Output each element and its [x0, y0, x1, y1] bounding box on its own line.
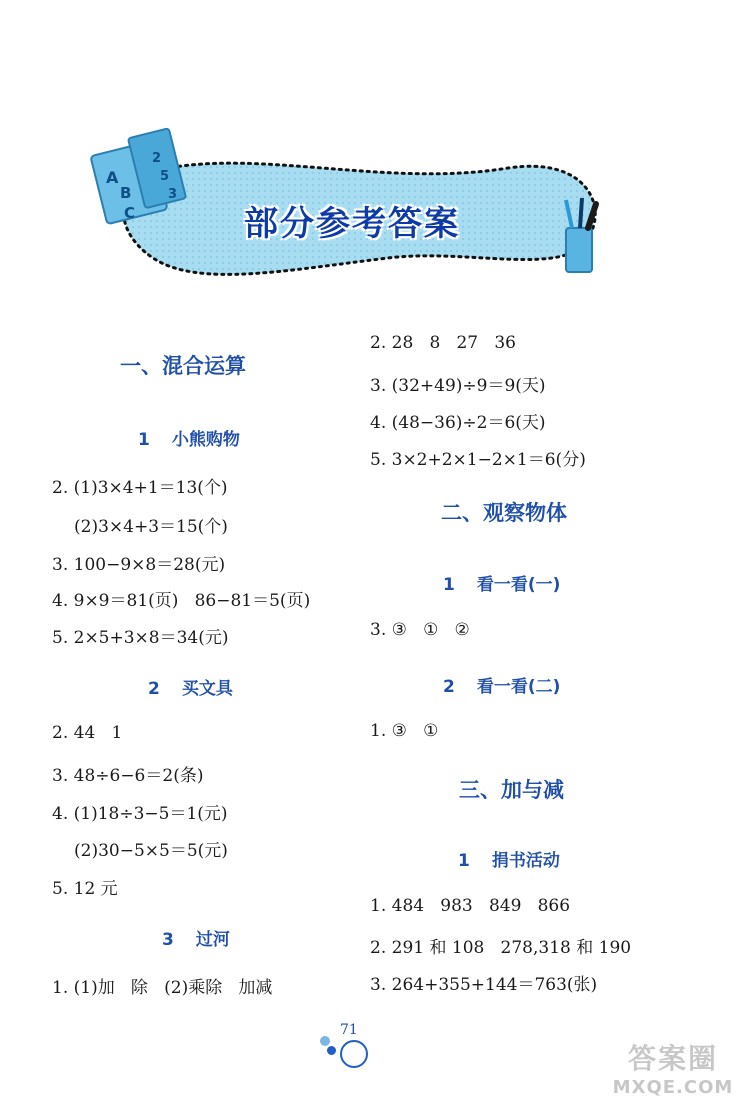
subheading-title: 买文具: [181, 679, 233, 699]
subheading-number: 1: [443, 575, 455, 595]
answer-line: 1. (1)加 除 (2)乘除 加减: [52, 978, 273, 998]
answer-line: 4. 9×9＝81(页) 86−81＝5(页): [52, 591, 311, 611]
subheading-number: 2: [443, 677, 455, 697]
subheading-4: [443, 570, 560, 595]
page-title: 部分参考答案: [244, 204, 460, 244]
answer-line: 1. 484 983 849 866: [370, 896, 571, 916]
answer-line: 5. 2×5+3×8＝34(元): [52, 628, 229, 648]
subheading-number: 1: [458, 851, 470, 871]
page-dot-decoration: [320, 1036, 330, 1046]
answer-line: 5. 3×2+2×1−2×1＝6(分): [370, 450, 586, 470]
watermark-logo-text: 答案圈: [627, 1042, 718, 1075]
section-heading-2: 二、观察物体: [441, 501, 567, 525]
answer-line: 2. 44 1: [52, 723, 123, 743]
subheading-6: [458, 846, 560, 871]
section-heading-3: 三、加与减: [459, 778, 564, 802]
answer-line: 4. (1)18÷3−5＝1(元): [52, 804, 228, 824]
svg-text:B: B: [120, 184, 132, 202]
answer-line: 1. ③ ①: [370, 721, 439, 741]
answer-line: 3. 100−9×8＝28(元): [52, 555, 226, 575]
answer-line: 4. (48−36)÷2＝6(天): [370, 413, 546, 433]
answer-line: 3. 48÷6−6＝2(条): [52, 766, 204, 786]
subheading-number: 1: [138, 430, 150, 450]
watermark-url: MXQE.COM: [612, 1077, 734, 1098]
subheading-3: [162, 925, 230, 950]
page-number: 71: [340, 1022, 358, 1038]
svg-text:3: 3: [168, 187, 178, 202]
page-dot-decoration: [327, 1046, 336, 1055]
subheading-title: 过河: [195, 930, 230, 950]
subheading-title: 捐书活动: [491, 851, 560, 871]
subheading-2: [148, 674, 233, 699]
answer-line: (2)3×4+3＝15(个): [74, 517, 228, 537]
answer-line: 3. 264+355+144＝763(张): [370, 975, 598, 995]
subheading-title: 看一看(一): [476, 575, 561, 595]
subheading-number: 3: [162, 930, 174, 950]
answer-line: 3. (32+49)÷9＝9(天): [370, 376, 546, 396]
answer-line: 3. ③ ① ②: [370, 620, 470, 640]
subheading-1: [138, 425, 240, 450]
svg-text:A: A: [106, 168, 119, 187]
subheading-number: 2: [148, 679, 160, 699]
subheading-title: 小熊购物: [171, 430, 240, 450]
svg-text:5: 5: [160, 169, 170, 184]
answer-line: 5. 12 元: [52, 879, 118, 899]
svg-text:C: C: [124, 204, 136, 222]
page-circle-decoration: [340, 1040, 368, 1068]
subheading-5: [443, 672, 560, 697]
svg-text:2: 2: [152, 151, 162, 166]
answer-line: 2. 291 和 108 278,318 和 190: [370, 938, 632, 958]
answer-line: 2. (1)3×4+1＝13(个): [52, 478, 228, 498]
answer-line: 2. 28 8 27 36: [370, 333, 516, 353]
section-heading-1: 一、混合运算: [120, 354, 246, 378]
subheading-title: 看一看(二): [476, 677, 561, 697]
watermark: [608, 1037, 738, 1098]
answer-line: (2)30−5×5＝5(元): [74, 841, 228, 861]
